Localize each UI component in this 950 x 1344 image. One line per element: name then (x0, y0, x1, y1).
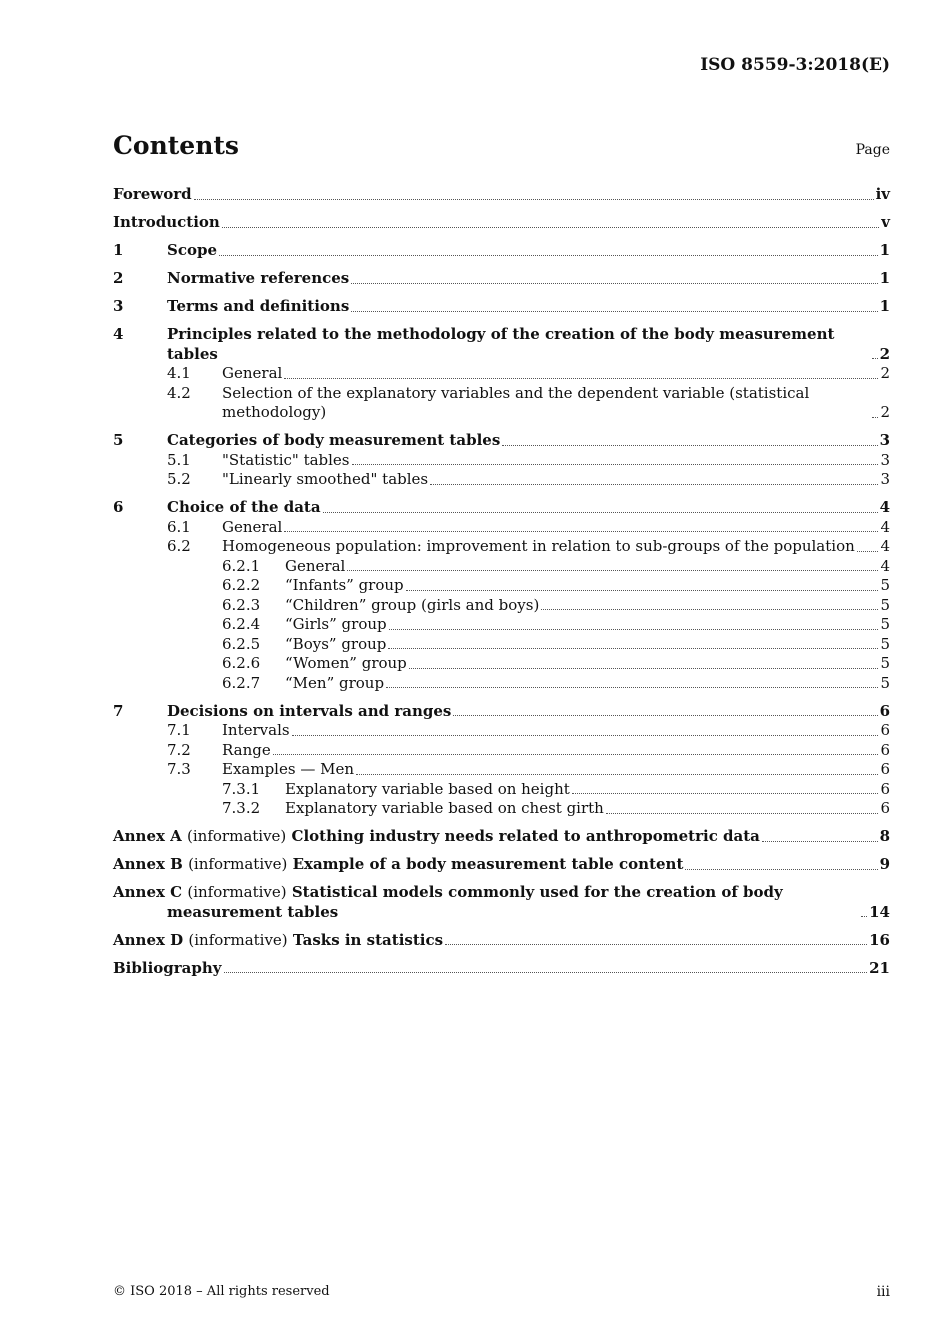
toc-entry-title[interactable] (285, 654, 407, 674)
copyright-notice: © ISO 2018 – All rights reserved (113, 1284, 330, 1299)
toc-entry-title[interactable] (113, 883, 859, 922)
document-identifier: ISO 8559-3:2018(E) (700, 55, 890, 75)
page-number: iii (876, 1284, 890, 1300)
toc-entry-page[interactable]: 8 (879, 827, 890, 845)
toc-entry-number: 3 (113, 297, 124, 315)
toc-entry-title-wrap (113, 702, 880, 722)
toc-entry-title[interactable] (113, 827, 760, 847)
toc-entry-number: 5 (113, 431, 124, 449)
toc-entry-title-text: “Boys” group (285, 634, 387, 653)
toc-entry-title[interactable] (222, 760, 354, 780)
toc-entry-title-wrap (113, 721, 880, 741)
toc-entry-page[interactable]: 4 (879, 498, 890, 516)
dot-leader (284, 377, 878, 379)
toc-entry-title-wrap (113, 451, 880, 471)
dot-leader (351, 310, 877, 312)
toc-entry-title-wrap (113, 241, 880, 261)
toc-entry[interactable] (113, 451, 890, 471)
dot-leader (222, 226, 879, 228)
toc-entry-number: 6.2.2 (222, 576, 261, 594)
toc-entry-title[interactable] (285, 615, 387, 635)
toc-entry-title-wrap (113, 827, 880, 847)
toc-entry-title-text: Introduction (113, 213, 220, 231)
toc-entry-page[interactable]: 2 (880, 364, 890, 382)
toc-entry[interactable] (113, 702, 890, 722)
bibliography-title: Bibliography (113, 958, 222, 977)
annex-prefix: Annex B (113, 855, 183, 873)
toc-entry[interactable] (113, 557, 890, 577)
toc-entry-number: 4 (113, 325, 124, 343)
dot-leader (606, 812, 879, 814)
toc-entry-number: 6 (113, 498, 124, 516)
toc-entry-title[interactable] (167, 241, 217, 261)
toc-entry-number: 6.2.5 (222, 634, 261, 653)
toc-entry-page[interactable]: 5 (880, 654, 890, 672)
annex-title: Tasks in statistics (292, 930, 444, 949)
toc-entry-title-wrap (113, 518, 880, 538)
toc-entry-number: 6.2 (167, 537, 191, 555)
toc-entry-title-text: Categories of body measurement tables (167, 431, 501, 449)
toc-entry-page[interactable]: 4 (880, 517, 890, 536)
dot-leader (194, 198, 874, 200)
toc-entry-title-wrap (113, 498, 880, 518)
toc-entry-title-text: Intervals (222, 721, 290, 739)
annex-informative: (informative) (188, 930, 288, 949)
toc-entry-number: 4.1 (167, 364, 191, 382)
dot-leader (292, 734, 879, 736)
dot-leader (685, 868, 877, 870)
toc-entry[interactable] (113, 760, 890, 780)
toc-entry-title-text: Terms and definitions (167, 297, 350, 315)
toc-entry[interactable] (113, 213, 890, 233)
toc-entry-number: 7.3.2 (222, 799, 261, 817)
toc-entry-page[interactable]: 5 (880, 615, 890, 633)
annex-title: Clothing industry needs related to anthropometric data (291, 827, 760, 845)
toc-entry-page[interactable]: 1 (879, 269, 890, 287)
toc-entry[interactable] (113, 431, 890, 451)
toc-entry-title[interactable] (113, 855, 683, 875)
toc-entry-page[interactable]: 6 (879, 701, 890, 720)
toc-entry[interactable] (113, 576, 890, 596)
toc-entry-number: 7.3.1 (222, 779, 261, 798)
toc-entry-title-wrap (113, 364, 880, 384)
toc-entry-title-wrap (113, 741, 880, 761)
toc-entry-title-wrap (113, 269, 880, 289)
toc-entry-number: 6.2.7 (222, 673, 261, 692)
toc-bibliography-entry[interactable] (113, 959, 890, 979)
toc-entry-title-text: General (222, 517, 283, 536)
toc-entry-title-text: General (285, 556, 346, 575)
toc-entry-title-wrap (113, 325, 880, 364)
toc-entry-number: 4.2 (167, 383, 191, 402)
dot-leader (861, 915, 867, 917)
toc-entry[interactable] (113, 615, 890, 635)
toc-entry-page[interactable]: 21 (869, 958, 890, 977)
dot-leader (386, 686, 878, 688)
toc-entry-page[interactable]: 3 (880, 450, 890, 469)
toc-entry[interactable] (113, 384, 890, 423)
dot-leader (273, 753, 879, 755)
dot-leader (872, 416, 878, 418)
toc-entry-page[interactable]: 1 (879, 297, 890, 315)
dot-leader (389, 628, 879, 630)
toc-entry-title[interactable] (285, 780, 570, 800)
toc-entry-title[interactable] (285, 635, 386, 655)
toc-entry-page[interactable]: 4 (880, 556, 890, 575)
toc-entry-title-text: “Men” group (285, 673, 385, 692)
toc-entry-number: 7 (113, 701, 124, 720)
dot-leader (502, 444, 877, 446)
toc-entry-number: 6.1 (167, 517, 191, 536)
toc-entry-title-wrap (113, 185, 876, 205)
toc-entry-title-wrap (113, 297, 880, 317)
toc-annex-entry[interactable] (113, 931, 890, 951)
toc-entry-title[interactable] (167, 702, 451, 722)
dot-leader (872, 357, 878, 359)
toc-entry-title-text: Scope (167, 241, 218, 259)
toc-entry-title[interactable] (222, 470, 428, 490)
toc-entry-number: 6.2.4 (222, 615, 261, 633)
toc-entry-title-text: Range (222, 740, 271, 759)
toc-entry-page[interactable]: v (881, 213, 890, 231)
toc-entry-page[interactable]: 1 (879, 241, 890, 259)
toc-entry-title[interactable] (113, 959, 222, 979)
toc-entry-title-wrap (113, 931, 869, 951)
toc-entry-title-text: Principles related to the methodology of the creation of the body measurement tables (167, 325, 835, 363)
toc-entry-title-text: General (222, 364, 283, 382)
toc-entry-title-text: “Children” group (girls and boys) (285, 595, 540, 614)
toc-entry-title[interactable] (285, 674, 384, 694)
dot-leader (224, 971, 868, 973)
toc-entry-title[interactable] (285, 799, 604, 819)
toc-entry[interactable] (113, 498, 890, 518)
toc-entry-title-wrap (113, 213, 881, 233)
toc-entry[interactable] (113, 799, 890, 819)
toc-entry-page[interactable]: iv (875, 185, 890, 203)
toc-entry-title-text: Decisions on intervals and ranges (167, 701, 452, 720)
toc-entry-title-text: "Statistic" tables (222, 450, 350, 469)
toc-entry-page[interactable]: 6 (880, 799, 890, 817)
toc-entry-title[interactable] (222, 537, 855, 557)
dot-leader (351, 282, 877, 284)
toc-entry-title-wrap (113, 384, 880, 423)
toc-entry-title[interactable] (113, 185, 192, 205)
toc-entry-title-wrap (113, 537, 880, 557)
toc-entry-title[interactable] (285, 576, 404, 596)
contents-title: Contents (113, 131, 240, 160)
toc-entry-number: 5.2 (167, 470, 191, 488)
toc-entry[interactable] (113, 654, 890, 674)
toc-entry-page[interactable]: 5 (880, 634, 890, 653)
toc-entry-title-text: Examples — Men (222, 760, 354, 778)
toc-entry-title-wrap (113, 470, 880, 490)
annex-prefix: Annex A (113, 827, 182, 845)
dot-leader (572, 792, 879, 794)
toc-entry-title[interactable] (285, 557, 345, 577)
toc-entry-title-text: “Women” group (285, 654, 407, 672)
toc-entry-number: 5.1 (167, 450, 191, 469)
toc-entry-page[interactable]: 6 (880, 721, 890, 739)
toc-entry[interactable] (113, 780, 890, 800)
annex-prefix: Annex C (113, 883, 183, 901)
toc-entry-page[interactable]: 5 (880, 673, 890, 692)
toc-entry-title-text: Choice of the data (167, 498, 321, 516)
toc-entry-title-wrap (113, 883, 869, 922)
toc-entry-title[interactable] (167, 269, 349, 289)
dot-leader (430, 483, 878, 485)
toc-entry-page[interactable]: 6 (880, 779, 890, 798)
toc-annex-entry[interactable] (113, 883, 890, 922)
dot-leader (347, 569, 878, 571)
toc-entry-title-text: Explanatory variable based on chest girth (285, 799, 604, 817)
toc-entry-title[interactable] (113, 931, 443, 951)
toc-entry-title-text: Homogeneous population: improvement in relation to sub-groups of the population (222, 537, 855, 555)
toc-entry-page[interactable]: 2 (879, 344, 890, 363)
dot-leader (453, 714, 877, 716)
toc-annex-entry[interactable] (113, 855, 890, 875)
toc-entry-title[interactable] (167, 431, 500, 451)
toc-entry[interactable] (113, 518, 890, 538)
toc-entry[interactable] (113, 721, 890, 741)
toc-entry-title[interactable] (113, 213, 220, 233)
toc-entry[interactable] (113, 364, 890, 384)
toc-entry-title[interactable] (222, 451, 350, 471)
toc-entry[interactable] (113, 185, 890, 205)
dot-leader (409, 667, 879, 669)
toc-entry[interactable] (113, 635, 890, 655)
toc-entry-page[interactable]: 16 (869, 930, 890, 949)
toc-entry[interactable] (113, 241, 890, 261)
toc-entry-page[interactable]: 14 (869, 902, 890, 921)
toc-entry-title-text: "Linearly smoothed" tables (222, 470, 429, 488)
dot-leader (388, 647, 878, 649)
dot-leader (762, 840, 878, 842)
toc-entry-page[interactable]: 3 (880, 470, 890, 488)
toc-entry-page[interactable]: 4 (880, 537, 890, 555)
toc-entry-title[interactable] (222, 518, 282, 538)
toc-entry-page[interactable]: 5 (880, 595, 890, 614)
toc-entry-title-wrap (113, 760, 880, 780)
toc-entry-title-wrap (113, 959, 869, 979)
toc-entry-title[interactable] (222, 364, 282, 384)
toc-entry-title-text: Foreword (113, 185, 192, 203)
toc-entry-page[interactable]: 6 (880, 740, 890, 759)
toc-entry-title[interactable] (167, 297, 349, 317)
toc-entry-title-text: Normative references (167, 269, 350, 287)
toc-entry-title-text: Explanatory variable based on height (285, 779, 570, 798)
dot-leader (323, 511, 878, 513)
dot-leader (857, 550, 879, 552)
toc-entry-page[interactable]: 6 (880, 760, 890, 778)
dot-leader (445, 943, 867, 945)
dot-leader (284, 530, 878, 532)
toc-entry[interactable] (113, 297, 890, 317)
toc-entry-title[interactable] (222, 721, 290, 741)
dot-leader (406, 589, 879, 591)
dot-leader (541, 608, 878, 610)
toc-entry-page[interactable]: 5 (880, 576, 890, 594)
dot-leader (356, 773, 878, 775)
toc-entry-page[interactable]: 2 (880, 403, 890, 421)
toc-entry[interactable] (113, 596, 890, 616)
toc-annex-entry[interactable] (113, 827, 890, 847)
toc-entry-page[interactable]: 9 (879, 855, 890, 873)
toc-entry-title[interactable] (167, 498, 321, 518)
toc-entry[interactable] (113, 537, 890, 557)
toc-entry[interactable] (113, 325, 890, 364)
toc-entry-number: 2 (113, 269, 124, 287)
toc-entry-number: 7.1 (167, 721, 191, 739)
dot-leader (352, 463, 879, 465)
dot-leader (219, 254, 878, 256)
toc-entry-title-text: “Girls” group (285, 615, 387, 633)
toc-entry-title-wrap (113, 855, 880, 875)
toc-entry-title[interactable] (285, 596, 539, 616)
toc-entry-number: 6.2.6 (222, 654, 261, 672)
toc-entry-title-text: “Infants” group (285, 576, 404, 594)
table-of-contents (113, 185, 890, 978)
annex-title: Statistical models commonly used for the creation of body measurement tables (167, 883, 783, 921)
toc-entry[interactable] (113, 470, 890, 490)
annex-informative: (informative) (187, 827, 287, 845)
toc-entry-title[interactable] (222, 384, 870, 423)
toc-entry-title[interactable] (222, 741, 271, 761)
toc-entry-number: 1 (113, 241, 124, 259)
annex-informative: (informative) (187, 883, 287, 901)
toc-entry[interactable] (113, 741, 890, 761)
toc-entry-number: 6.2.3 (222, 595, 261, 614)
toc-entry[interactable] (113, 269, 890, 289)
annex-informative: (informative) (188, 855, 288, 873)
toc-entry-page[interactable]: 3 (879, 431, 890, 449)
toc-entry-number: 7.2 (167, 740, 191, 759)
page-column-label: Page (855, 142, 890, 158)
toc-entry-title-wrap (113, 431, 880, 451)
toc-entry-number: 6.2.1 (222, 556, 261, 575)
toc-entry-title[interactable] (167, 325, 870, 364)
annex-prefix: Annex D (113, 930, 184, 949)
contents-header (113, 131, 890, 165)
annex-title: Example of a body measurement table content (292, 855, 684, 873)
toc-entry-number: 7.3 (167, 760, 191, 778)
toc-entry-title-text: Selection of the explanatory variables and the dependent variable (statistical methodology) (222, 383, 810, 421)
toc-entry[interactable] (113, 674, 890, 694)
